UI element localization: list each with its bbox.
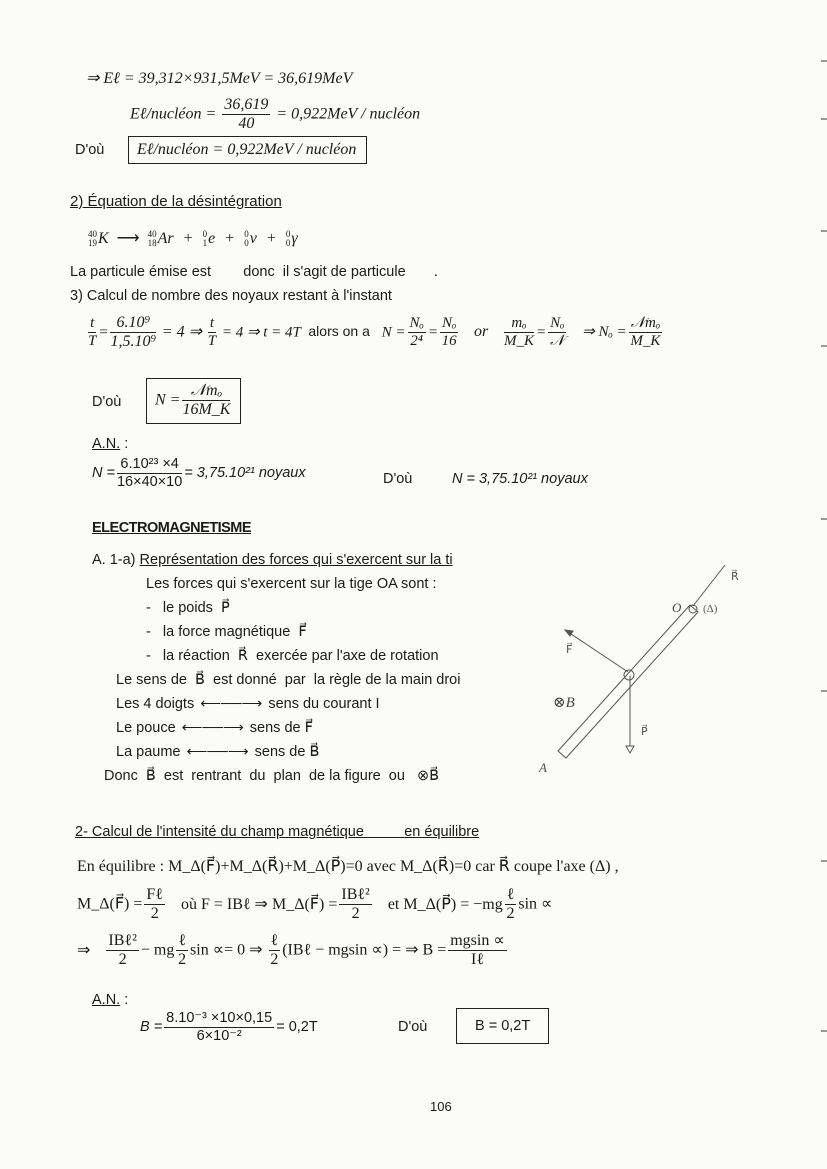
numerator: 𝒩mₒ (182, 382, 230, 401)
fraction (269, 932, 281, 970)
atomic-number: 19 (88, 238, 97, 249)
text: = 4 ⇒ t = 4T (221, 324, 301, 341)
rod-force-diagram (520, 550, 760, 780)
label-F: F⃗ (566, 644, 573, 656)
fraction (106, 932, 138, 970)
subsection-1a (92, 552, 453, 568)
denominator: 40 (238, 115, 255, 133)
fraction (208, 315, 216, 351)
nuclide-symbol: ν (249, 230, 257, 247)
label-R: R⃗ (731, 571, 739, 583)
double-arrow-icon: ⟵──⟶ (181, 720, 244, 736)
fraction (222, 96, 270, 134)
boxed-N-formula (146, 378, 241, 424)
text: = 0,2T (276, 1019, 318, 1035)
text: sin ∝= 0 ⇒ (190, 941, 263, 959)
denominator: 16M_K (182, 401, 231, 419)
label-A: A (539, 760, 547, 775)
mass-number: 0 (202, 229, 208, 240)
fraction (408, 315, 426, 351)
denominator: 2 (150, 905, 159, 923)
mass-number: 40 (147, 229, 157, 240)
reaction-vector (693, 565, 725, 606)
label-P: P⃗ (641, 726, 648, 738)
denominator: 𝒩 (550, 333, 565, 350)
scan-mark (821, 860, 827, 862)
center-of-rod (624, 670, 634, 680)
text: sens du courant I (268, 696, 380, 712)
rod-OA (558, 605, 698, 758)
atomic-number: 1 (202, 238, 208, 249)
text: sens de F⃗ (249, 720, 313, 736)
text: où F = IBℓ ⇒ M_Δ(F⃗) = (180, 895, 338, 913)
boxed-result (128, 136, 367, 164)
section-heading-nuclei: 3) Calcul de nombre des noyaux restant à l'instant (70, 288, 392, 304)
fraction (505, 886, 517, 924)
text: 2- Calcul de l'intensité du champ magnétique (75, 824, 364, 840)
nuclide-numbers (88, 230, 97, 248)
rule-row (116, 744, 319, 760)
numerator: t (208, 315, 216, 333)
an-text: A.N. (92, 436, 121, 452)
binding-energy-line: ⇒ Eℓ = 39,312×931,5MeV = 36,619MeV (86, 70, 353, 87)
rule-row (116, 720, 313, 736)
text: B = (140, 1019, 163, 1035)
text: N = (381, 324, 406, 341)
denominator: 16 (441, 333, 457, 350)
label-O: O (672, 600, 682, 615)
text: alors on a (308, 323, 370, 340)
reaction-arrow: ⟶ (116, 230, 140, 247)
moment-equations (77, 886, 552, 924)
fraction (164, 1010, 274, 1044)
scan-mark (821, 690, 827, 692)
plus-sign: + (183, 230, 193, 247)
rhs: = 0,922MeV / nucléon (276, 105, 421, 123)
text: − mg (140, 941, 175, 959)
text: en équilibre (404, 824, 480, 840)
dou-label: D'où (75, 142, 105, 158)
force-item: - le poids P⃗ (146, 600, 230, 616)
title: Représentation des forces qui s'exercent sur la ti (139, 552, 453, 568)
text: sens de B⃗ (254, 744, 320, 760)
label-axis: (Δ) (703, 603, 718, 615)
denominator: 2 (351, 905, 360, 923)
denominator: M_K (630, 333, 661, 350)
fraction (117, 456, 182, 490)
text: Les 4 doigts (116, 696, 195, 712)
atomic-number: 18 (147, 238, 157, 249)
text: La paume (116, 744, 181, 760)
nuclide-symbol: K (98, 230, 109, 247)
label: A. 1-a) (92, 552, 136, 568)
numerator: ℓ (176, 932, 188, 951)
nuclide-numbers (286, 230, 291, 248)
label-B: ⊗B⃗ (553, 695, 587, 711)
mass-number: 0 (285, 229, 291, 240)
numerator: IBℓ² (106, 932, 138, 951)
text: N = (92, 465, 115, 481)
fraction (176, 932, 188, 970)
force-item: - la force magnétique F⃗ (146, 624, 307, 640)
dou-label: D'où (383, 471, 413, 487)
numerator: 𝒩mₒ (629, 315, 663, 333)
fraction (440, 315, 458, 351)
nuclide-numbers (203, 230, 208, 248)
result-box (146, 378, 241, 424)
nuclide-numbers (244, 230, 249, 248)
right-hand-rule: Le sens de B⃗ est donné par la règle de la main droi (116, 672, 461, 688)
text: Le pouce (116, 720, 176, 736)
solve-equation (77, 932, 509, 970)
numerator: IBℓ² (339, 886, 371, 905)
force-vector (565, 630, 628, 672)
text: M_Δ(F⃗) = (77, 895, 143, 913)
scan-mark (821, 60, 827, 62)
denominator: 16×40×10 (116, 473, 183, 490)
fraction (88, 315, 96, 351)
denominator: T (207, 333, 217, 350)
denominator: 2 (270, 951, 279, 969)
plus-sign: + (225, 230, 235, 247)
force-item: - la réaction R⃗ exercée par l'axe de rotation (146, 648, 439, 664)
numerator: t (88, 315, 96, 333)
numerator: Nₒ (440, 315, 458, 333)
denominator: Iℓ (471, 951, 484, 969)
nuclei-result: N = 3,75.10²¹ noyaux (452, 471, 588, 487)
nuclide-symbol: γ (291, 230, 298, 247)
denominator: 2⁴ (410, 333, 424, 350)
dou-label: D'où (92, 394, 122, 410)
fraction (339, 886, 371, 924)
double-arrow-icon: ⟵──⟶ (200, 696, 263, 712)
conclusion: Donc B⃗ est rentrant du plan de la figure ou ⊗B⃗ (104, 768, 440, 784)
an-computation (92, 456, 306, 490)
result-box: B = 0,2T (456, 1008, 549, 1044)
field-computation (140, 1010, 318, 1044)
denominator: 2 (178, 951, 187, 969)
forces-intro: Les forces qui s'exercent sur la tige OA sont : (146, 576, 437, 592)
particle-text: La particule émise est donc il s'agit de particule . (70, 264, 438, 280)
nuclide-numbers (148, 230, 157, 248)
atomic-number: 0 (244, 238, 249, 249)
scan-mark (821, 345, 827, 347)
denominator: 2 (118, 951, 127, 969)
numerator: ℓ (505, 886, 517, 905)
mass-number: 40 (88, 229, 97, 240)
scan-mark (821, 118, 827, 120)
numerator: 8.10⁻³ ×10×0,15 (166, 1010, 273, 1026)
atomic-number: 0 (285, 238, 291, 249)
text: = 4 ⇒ (161, 323, 202, 341)
colon: : (120, 436, 129, 452)
double-arrow-icon: ⟵──⟶ (186, 744, 249, 760)
text: = 3,75.10²¹ noyaux (184, 465, 306, 481)
numerator: 6.10²³ ×4 (117, 456, 182, 474)
text: or (473, 323, 489, 341)
decay-equation (88, 228, 298, 248)
mass-number: 0 (244, 229, 249, 240)
numerator: mgsin ∝ (448, 932, 507, 951)
text: ⇒ (77, 941, 91, 959)
boxed-B-result (456, 1008, 549, 1044)
fraction (144, 886, 165, 924)
an-label (92, 992, 128, 1008)
numerator: 36,619 (222, 96, 270, 115)
fraction (448, 932, 507, 970)
fraction (629, 315, 663, 351)
denominator: 2 (506, 905, 515, 923)
nuclei-formula-row: $\frac{t}{T}$ = $\frac{\text{6.10⁹}}{\text{1,5.10⁹}}$ = 4 ⇒ $\frac{t}{T}$ = 4 ⇒ t = 4T alors on a N = $\frac{\text{Nₒ}}{\text{2⁴}}$ = $\frac{\text{Nₒ}}{16}$ or $\frac{\text{mₒ}}{M\_K}$ = $\frac{\text{Nₒ}}{\text{𝒩}}$ ⇒ Nₒ = $\frac{\text{𝒩mₒ}}{M\_K}$ (88, 314, 661, 351)
energy-per-nucleon (130, 96, 420, 134)
section-heading-decay: 2) Équation de la désintégration (70, 193, 282, 210)
denominator: M_K (503, 333, 534, 350)
nuclide-symbol: e (208, 230, 216, 247)
text: N = (155, 391, 181, 409)
result-box: Eℓ/nucléon = 0,922MeV / nucléon (128, 136, 367, 164)
lhs: Eℓ/nucléon = (130, 105, 217, 123)
text: et M_Δ(P⃗) = −mg (387, 895, 503, 913)
text: sin ∝ (518, 895, 553, 913)
equilibrium-equation: En équilibre : M_Δ(F⃗)+M_Δ(R⃗)+M_Δ(P⃗)=0 avec M_Δ(R⃗)=0 car R⃗ coupe l'axe (Δ) , (77, 858, 619, 875)
denominator: T (88, 333, 97, 350)
fraction (110, 314, 156, 352)
nuclide-symbol: Ar (157, 230, 174, 247)
scan-mark (821, 1030, 827, 1032)
page-number: 106 (430, 1099, 452, 1114)
an-text: A.N. (92, 992, 121, 1008)
scan-mark (821, 518, 827, 520)
scan-mark (821, 230, 827, 232)
fraction (182, 382, 230, 420)
numerator: mₒ (504, 315, 534, 333)
denominator: 1,5.10⁹ (110, 333, 157, 351)
text: (IBℓ − mgsin ∝) = ⇒ B = (282, 941, 447, 959)
section-heading-electromagnetism: ELECTROMAGNETISME (92, 520, 252, 536)
numerator: Nₒ (548, 315, 566, 333)
text: ⇒ Nₒ = (582, 324, 627, 341)
an-label (92, 436, 128, 452)
numerator: 6.10⁹ (110, 314, 156, 333)
numerator: Nₒ (408, 315, 426, 333)
fraction (504, 315, 534, 351)
numerator: Fℓ (144, 886, 165, 905)
numerator: ℓ (269, 932, 281, 951)
rule-row (116, 696, 380, 712)
colon: : (120, 992, 129, 1008)
fraction (548, 315, 566, 351)
plus-sign: + (266, 230, 276, 247)
dou-label: D'où (398, 1019, 428, 1035)
section-heading-field (75, 824, 479, 840)
pivot-O (689, 605, 697, 613)
denominator: 6×10⁻² (196, 1027, 242, 1044)
